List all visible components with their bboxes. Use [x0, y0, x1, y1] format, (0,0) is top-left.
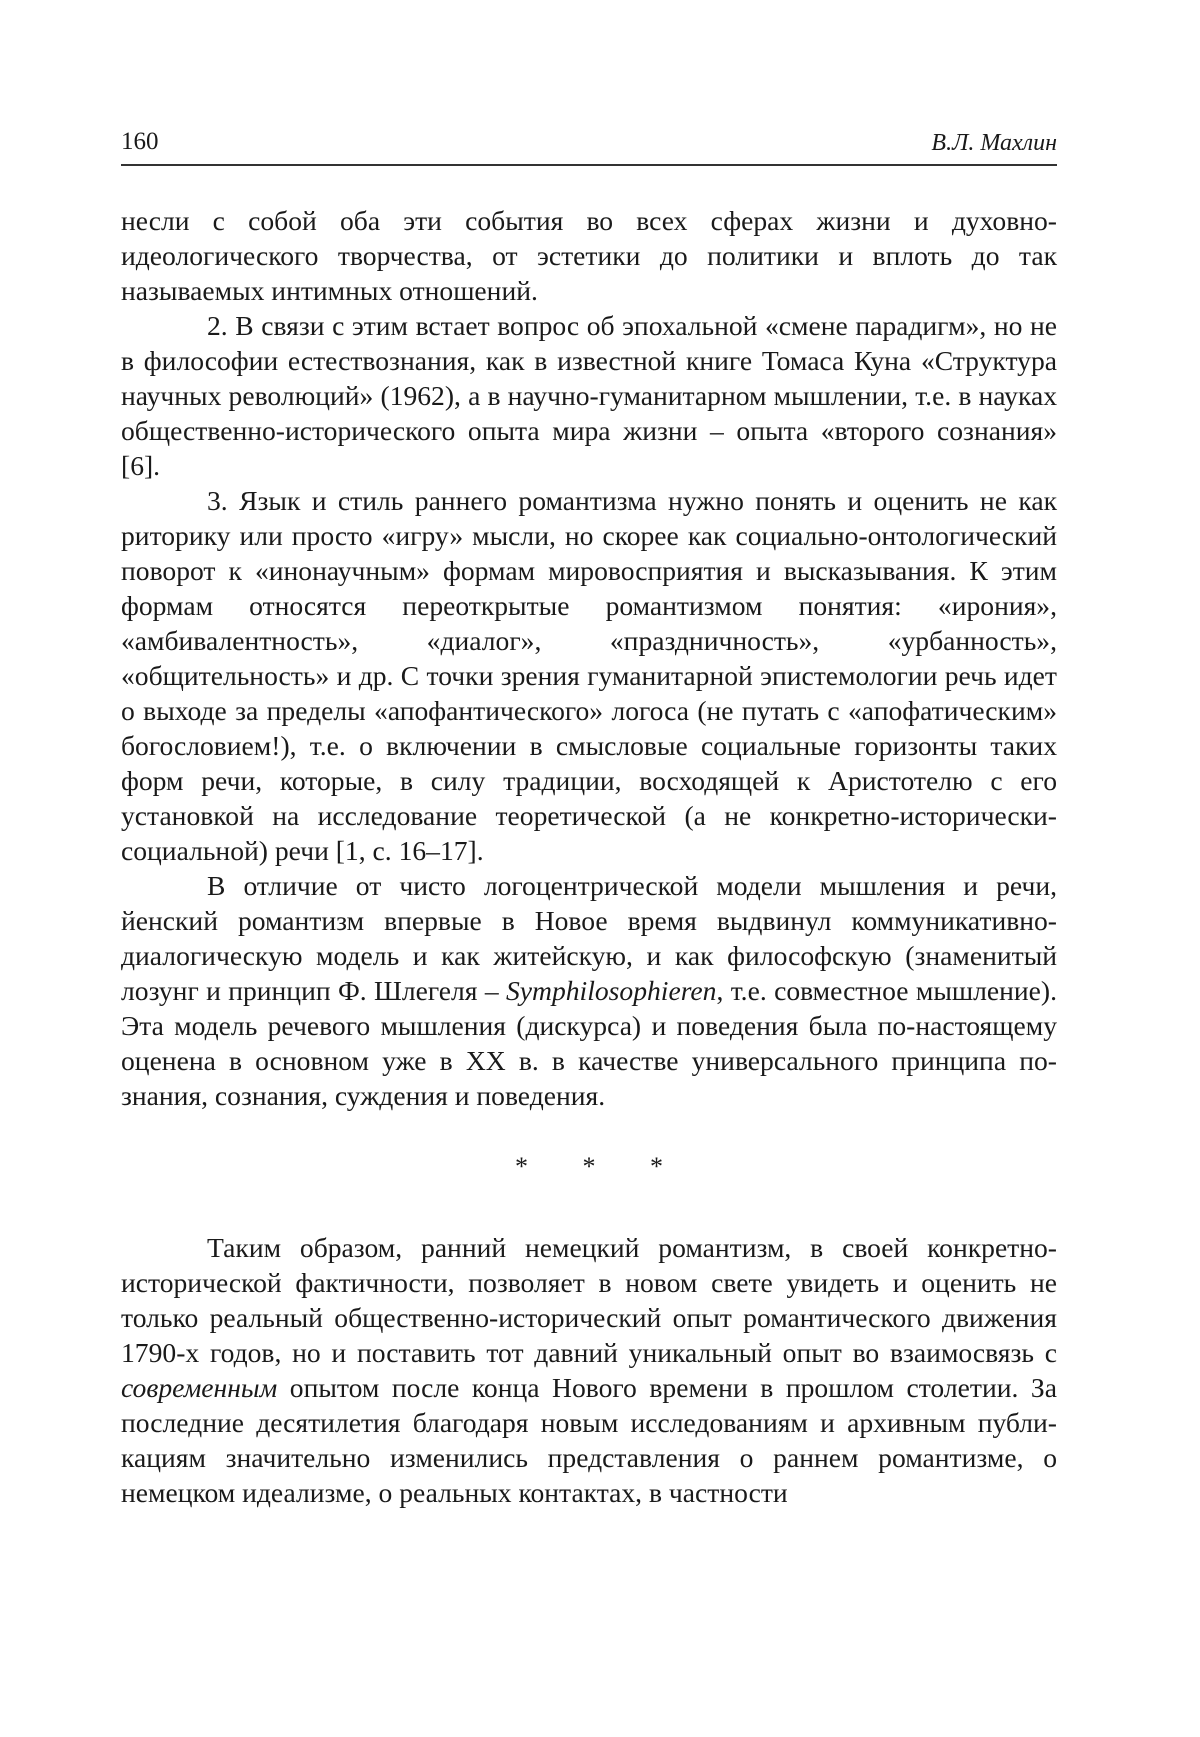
running-head-author: В.Л. Махлин	[931, 130, 1057, 156]
paragraph-continued: несли с собой оба эти события во всех сферах жизни и духовно-идеологического творчества, от эстетики до политики и вплоть до так называемых интимных отношений.	[121, 205, 1057, 306]
body-text	[121, 203, 1057, 1510]
paragraph-text: опытом после конца Нового времени в прошлом столетии. За последние десятилетия благодаря новым исследованиям и архивным публикациям значительно изменились представления о раннем романтизме, о немецком идеализме, о реальных контактах, в частности	[121, 1372, 1057, 1508]
section-separator: * * *	[515, 1152, 687, 1181]
page-number: 160	[121, 128, 159, 155]
paragraph-point-2: 2. В связи с этим встает вопрос об эпохальной «смене парадигм», но не в философии естествознания, как в известной книге Томаса Куна «Структура научных революций» (1962), а в научно-гуманитарном мышлении, т.е. в науках общественно-исторического опыта мира жизни – опыта «второго сознания» [6].	[121, 310, 1057, 481]
paragraph-communicative-model	[121, 868, 1057, 1113]
paragraph-text: В отличие от чисто логоцентрической модели мышления и речи, йенский романтизм впервые в Новое время выдвинул коммуникативно-диалогическую модель и как житейскую, и как философскую (знаменитый лозунг и принцип Ф. Шлегеля –	[121, 870, 1057, 1006]
paragraph-text: Таким образом, ранний немецкий романтизм, в своей конкретно-исторической фактичности, позволяет в новом свете увидеть и оценить не только реальный общественно-исторический опыт романтического движения 1790-х годов, но и поставить тот давний уникальный опыт во взаимосвязь с	[121, 1232, 1057, 1368]
italic-term: Symphilosophieren	[505, 975, 717, 1006]
italic-term: современным	[121, 1372, 278, 1403]
paragraph-point-3: 3. Язык и стиль раннего романтизма нужно понять и оценить не как риторику или просто «игру» мысли, но скорее как социально-онтологический поворот к «инонаучным» формам мировосприятия и высказывания. К этим формам относятся переоткрытые романтизмом понятия: «ирония», «амбивалентность», «диалог», «праздничность», «урбанность», «общительность» и др. С точки зрения гуманитарной эпистемологии речь идет о выходе за пределы «апофантического» логоса (не путать с «апофатическим» богословием!), т.е. о включении в смысловые социальные горизонты таких форм речи, которые, в силу традиции, восходящей к Аристотелю с его установкой на исследование теоретической (а не конкретно-исторически-социальной) речи [1, с. 16–17].	[121, 485, 1057, 866]
paragraph-text: , т.е. совместное мышление). Эта модель речевого мышления (дискурса) и поведения была по-настоящему оценена в основном уже в XX в. в качестве универсального принципа познания, сознания, суждения и поведения.	[121, 975, 1057, 1111]
paragraph-conclusion	[121, 1230, 1057, 1510]
running-header	[121, 126, 1057, 166]
